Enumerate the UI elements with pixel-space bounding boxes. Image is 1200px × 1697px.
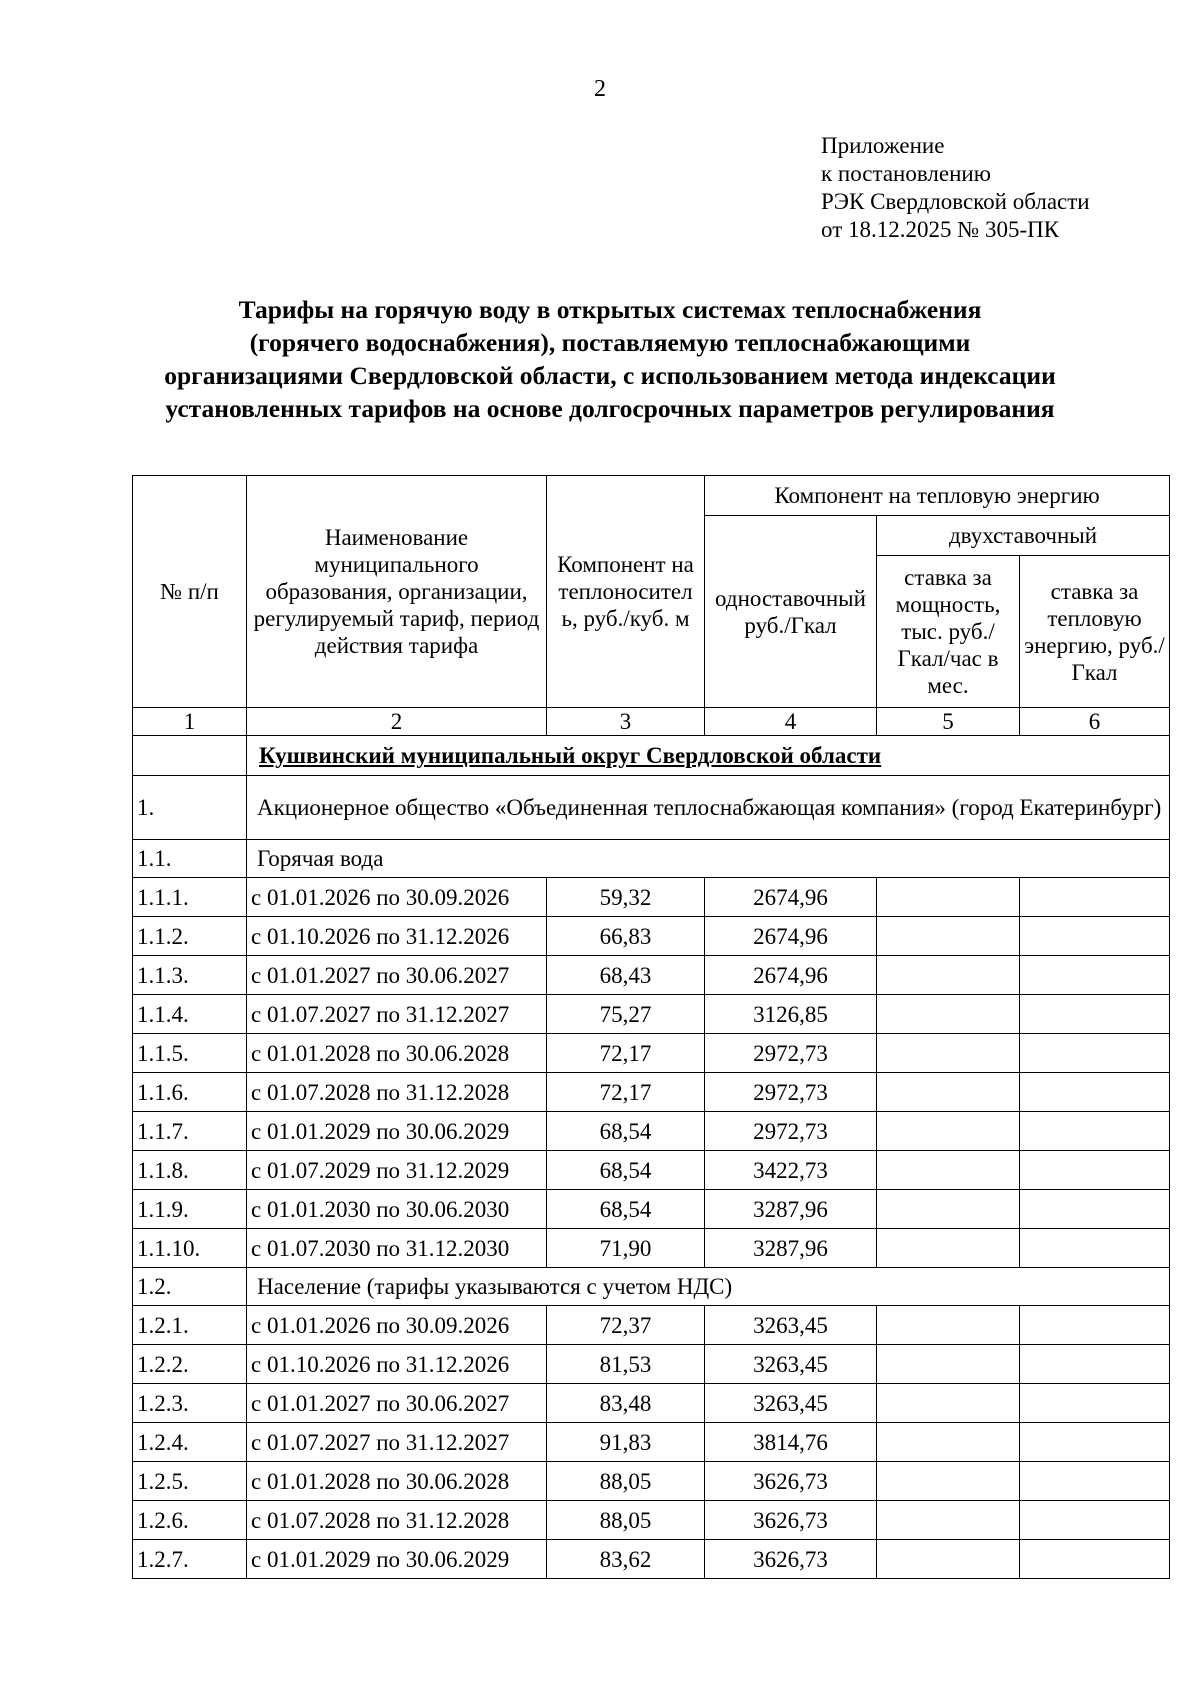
header-name: Наименование муниципального образования, организации, регулируемый тариф, период действия тарифа	[247, 476, 547, 708]
row-energy-rate	[1020, 1229, 1170, 1268]
appendix-line: к постановлению	[821, 161, 991, 186]
tariffs-table	[132, 475, 1170, 1579]
row-energy-rate	[1020, 1423, 1170, 1462]
row-single-rate: 3263,45	[705, 1384, 877, 1423]
row-capacity-rate	[877, 1229, 1020, 1268]
column-number: 3	[547, 708, 705, 736]
column-number: 1	[133, 708, 247, 736]
row-capacity-rate	[877, 1384, 1020, 1423]
row-period: с 01.01.2027 по 30.06.2027	[247, 956, 547, 995]
row-heat-carrier: 83,48	[547, 1384, 705, 1423]
row-single-rate: 3126,85	[705, 995, 877, 1034]
table-row	[133, 1229, 1170, 1268]
row-single-rate: 3422,73	[705, 1151, 877, 1190]
header-heat-energy-group: Компонент на тепловую энергию	[705, 476, 1170, 516]
row-period: с 01.01.2029 по 30.06.2029	[247, 1540, 547, 1579]
header-heat-carrier: Компонент на теплоносител ь, руб./куб. м	[547, 476, 705, 708]
row-period: с 01.10.2026 по 31.12.2026	[247, 1345, 547, 1384]
row-capacity-rate	[877, 917, 1020, 956]
row-heat-carrier: 81,53	[547, 1345, 705, 1384]
row-heat-carrier: 68,54	[547, 1190, 705, 1229]
row-number: 1.1.4.	[133, 995, 247, 1034]
row-single-rate: 3263,45	[705, 1306, 877, 1345]
row-period: с 01.07.2027 по 31.12.2027	[247, 995, 547, 1034]
row-single-rate: 3287,96	[705, 1229, 877, 1268]
row-number: 1.2.3.	[133, 1384, 247, 1423]
appendix-date-line: от 18.12.2025 № 305-ПК	[821, 217, 1060, 242]
title-line: установленных тарифов на основе долгосрочных параметров регулирования	[165, 394, 1055, 423]
row-capacity-rate	[877, 1423, 1020, 1462]
row-energy-rate	[1020, 1190, 1170, 1229]
row-capacity-rate	[877, 1501, 1020, 1540]
row-single-rate: 2674,96	[705, 956, 877, 995]
row-number: 1.2.2.	[133, 1345, 247, 1384]
table-row	[133, 1501, 1170, 1540]
table-row	[133, 1306, 1170, 1345]
row-period: с 01.01.2028 по 30.06.2028	[247, 1462, 547, 1501]
document-title	[120, 293, 1100, 425]
row-heat-carrier: 68,43	[547, 956, 705, 995]
section-number-cell	[133, 736, 247, 776]
row-heat-carrier: 71,90	[547, 1229, 705, 1268]
appendix-block	[821, 132, 1090, 244]
row-capacity-rate	[877, 995, 1020, 1034]
header-capacity-rate: ставка за мощность, тыс. руб./Гкал/час в мес.	[877, 556, 1020, 708]
group-name: Горячая вода	[247, 840, 1170, 878]
row-energy-rate	[1020, 1540, 1170, 1579]
row-period: с 01.07.2030 по 31.12.2030	[247, 1229, 547, 1268]
row-heat-carrier: 75,27	[547, 995, 705, 1034]
row-number: 1.2.4.	[133, 1423, 247, 1462]
row-single-rate: 2972,73	[705, 1112, 877, 1151]
table-row	[133, 1034, 1170, 1073]
row-period: с 01.07.2027 по 31.12.2027	[247, 1423, 547, 1462]
column-number: 5	[877, 708, 1020, 736]
table-row	[133, 995, 1170, 1034]
row-energy-rate	[1020, 1501, 1170, 1540]
row-capacity-rate	[877, 956, 1020, 995]
table-row	[133, 1190, 1170, 1229]
row-heat-carrier: 72,37	[547, 1306, 705, 1345]
appendix-line: Приложение	[821, 133, 945, 158]
table-row	[133, 1112, 1170, 1151]
row-single-rate: 2674,96	[705, 917, 877, 956]
row-single-rate: 3287,96	[705, 1190, 877, 1229]
table-row	[133, 1384, 1170, 1423]
table-row	[133, 878, 1170, 917]
row-heat-carrier: 83,62	[547, 1540, 705, 1579]
row-number: 1.1.6.	[133, 1073, 247, 1112]
appendix-line: РЭК Свердловской области	[821, 189, 1090, 214]
column-number: 6	[1020, 708, 1170, 736]
row-heat-carrier: 68,54	[547, 1112, 705, 1151]
row-capacity-rate	[877, 1112, 1020, 1151]
row-number: 1.2.7.	[133, 1540, 247, 1579]
row-period: с 01.07.2028 по 31.12.2028	[247, 1501, 547, 1540]
row-capacity-rate	[877, 1073, 1020, 1112]
row-period: с 01.07.2028 по 31.12.2028	[247, 1073, 547, 1112]
row-energy-rate	[1020, 1345, 1170, 1384]
row-energy-rate	[1020, 1306, 1170, 1345]
row-heat-carrier: 68,54	[547, 1151, 705, 1190]
row-energy-rate	[1020, 878, 1170, 917]
row-energy-rate	[1020, 995, 1170, 1034]
row-single-rate: 2972,73	[705, 1034, 877, 1073]
column-number: 2	[247, 708, 547, 736]
row-single-rate: 2674,96	[705, 878, 877, 917]
page-number: 2	[594, 76, 606, 102]
row-capacity-rate	[877, 1151, 1020, 1190]
row-number: 1.1.10.	[133, 1229, 247, 1268]
title-line: организациями Свердловской области, с использованием метода индексации	[164, 361, 1056, 390]
row-energy-rate	[1020, 917, 1170, 956]
row-number: 1.2.6.	[133, 1501, 247, 1540]
row-period: с 01.01.2027 по 30.06.2027	[247, 1384, 547, 1423]
row-capacity-rate	[877, 878, 1020, 917]
row-capacity-rate	[877, 1034, 1020, 1073]
header-energy-rate: ставка за тепловую энергию, руб./Гкал	[1020, 556, 1170, 708]
row-energy-rate	[1020, 1151, 1170, 1190]
header-single-rate: одноставочный руб./Гкал	[705, 516, 877, 708]
row-energy-rate	[1020, 956, 1170, 995]
row-capacity-rate	[877, 1540, 1020, 1579]
row-number: 1.1.7.	[133, 1112, 247, 1151]
row-period: с 01.01.2030 по 30.06.2030	[247, 1190, 547, 1229]
row-number: 1.1.5.	[133, 1034, 247, 1073]
table-row	[133, 1423, 1170, 1462]
row-single-rate: 3626,73	[705, 1501, 877, 1540]
row-number: 1.2.5.	[133, 1462, 247, 1501]
row-number: 1.1.1.	[133, 878, 247, 917]
row-period: с 01.01.2029 по 30.06.2029	[247, 1112, 547, 1151]
row-number: 1.2.1.	[133, 1306, 247, 1345]
row-heat-carrier: 72,17	[547, 1073, 705, 1112]
row-single-rate: 3263,45	[705, 1345, 877, 1384]
column-number: 4	[705, 708, 877, 736]
group-number: 1.2.	[133, 1268, 247, 1306]
table-row	[133, 1073, 1170, 1112]
row-heat-carrier: 59,32	[547, 878, 705, 917]
row-period: с 01.01.2026 по 30.09.2026	[247, 878, 547, 917]
row-capacity-rate	[877, 1306, 1020, 1345]
row-period: с 01.01.2026 по 30.09.2026	[247, 1306, 547, 1345]
table-row	[133, 1540, 1170, 1579]
row-number: 1.1.2.	[133, 917, 247, 956]
title-line: (горячего водоснабжения), поставляемую теплоснабжающими	[249, 328, 971, 357]
row-number: 1.1.8.	[133, 1151, 247, 1190]
row-energy-rate	[1020, 1384, 1170, 1423]
title-line: Тарифы на горячую воду в открытых системах теплоснабжения	[238, 295, 982, 324]
table-row	[133, 1151, 1170, 1190]
group-name: Население (тарифы указываются с учетом НДС)	[247, 1268, 1170, 1306]
row-capacity-rate	[877, 1190, 1020, 1229]
row-energy-rate	[1020, 1034, 1170, 1073]
row-energy-rate	[1020, 1112, 1170, 1151]
section-title: Кушвинский муниципальный округ Свердловской области	[247, 736, 1170, 776]
table-row	[133, 917, 1170, 956]
row-capacity-rate	[877, 1345, 1020, 1384]
row-single-rate: 3814,76	[705, 1423, 877, 1462]
row-heat-carrier: 88,05	[547, 1501, 705, 1540]
row-number: 1.1.3.	[133, 956, 247, 995]
header-number: № п/п	[133, 476, 247, 708]
row-energy-rate	[1020, 1073, 1170, 1112]
row-period: с 01.07.2029 по 31.12.2029	[247, 1151, 547, 1190]
row-single-rate: 3626,73	[705, 1462, 877, 1501]
org-number: 1.	[133, 776, 247, 840]
row-number: 1.1.9.	[133, 1190, 247, 1229]
row-heat-carrier: 72,17	[547, 1034, 705, 1073]
table-row	[133, 956, 1170, 995]
table-row	[133, 1462, 1170, 1501]
table-row	[133, 1345, 1170, 1384]
row-single-rate: 3626,73	[705, 1540, 877, 1579]
group-number: 1.1.	[133, 840, 247, 878]
row-period: с 01.01.2028 по 30.06.2028	[247, 1034, 547, 1073]
row-energy-rate	[1020, 1462, 1170, 1501]
row-capacity-rate	[877, 1462, 1020, 1501]
header-two-part-group: двухставочный	[877, 516, 1170, 556]
row-heat-carrier: 91,83	[547, 1423, 705, 1462]
row-heat-carrier: 66,83	[547, 917, 705, 956]
org-name: Акционерное общество «Объединенная теплоснабжающая компания» (город Екатеринбург)	[247, 776, 1170, 840]
row-period: с 01.10.2026 по 31.12.2026	[247, 917, 547, 956]
row-heat-carrier: 88,05	[547, 1462, 705, 1501]
row-single-rate: 2972,73	[705, 1073, 877, 1112]
